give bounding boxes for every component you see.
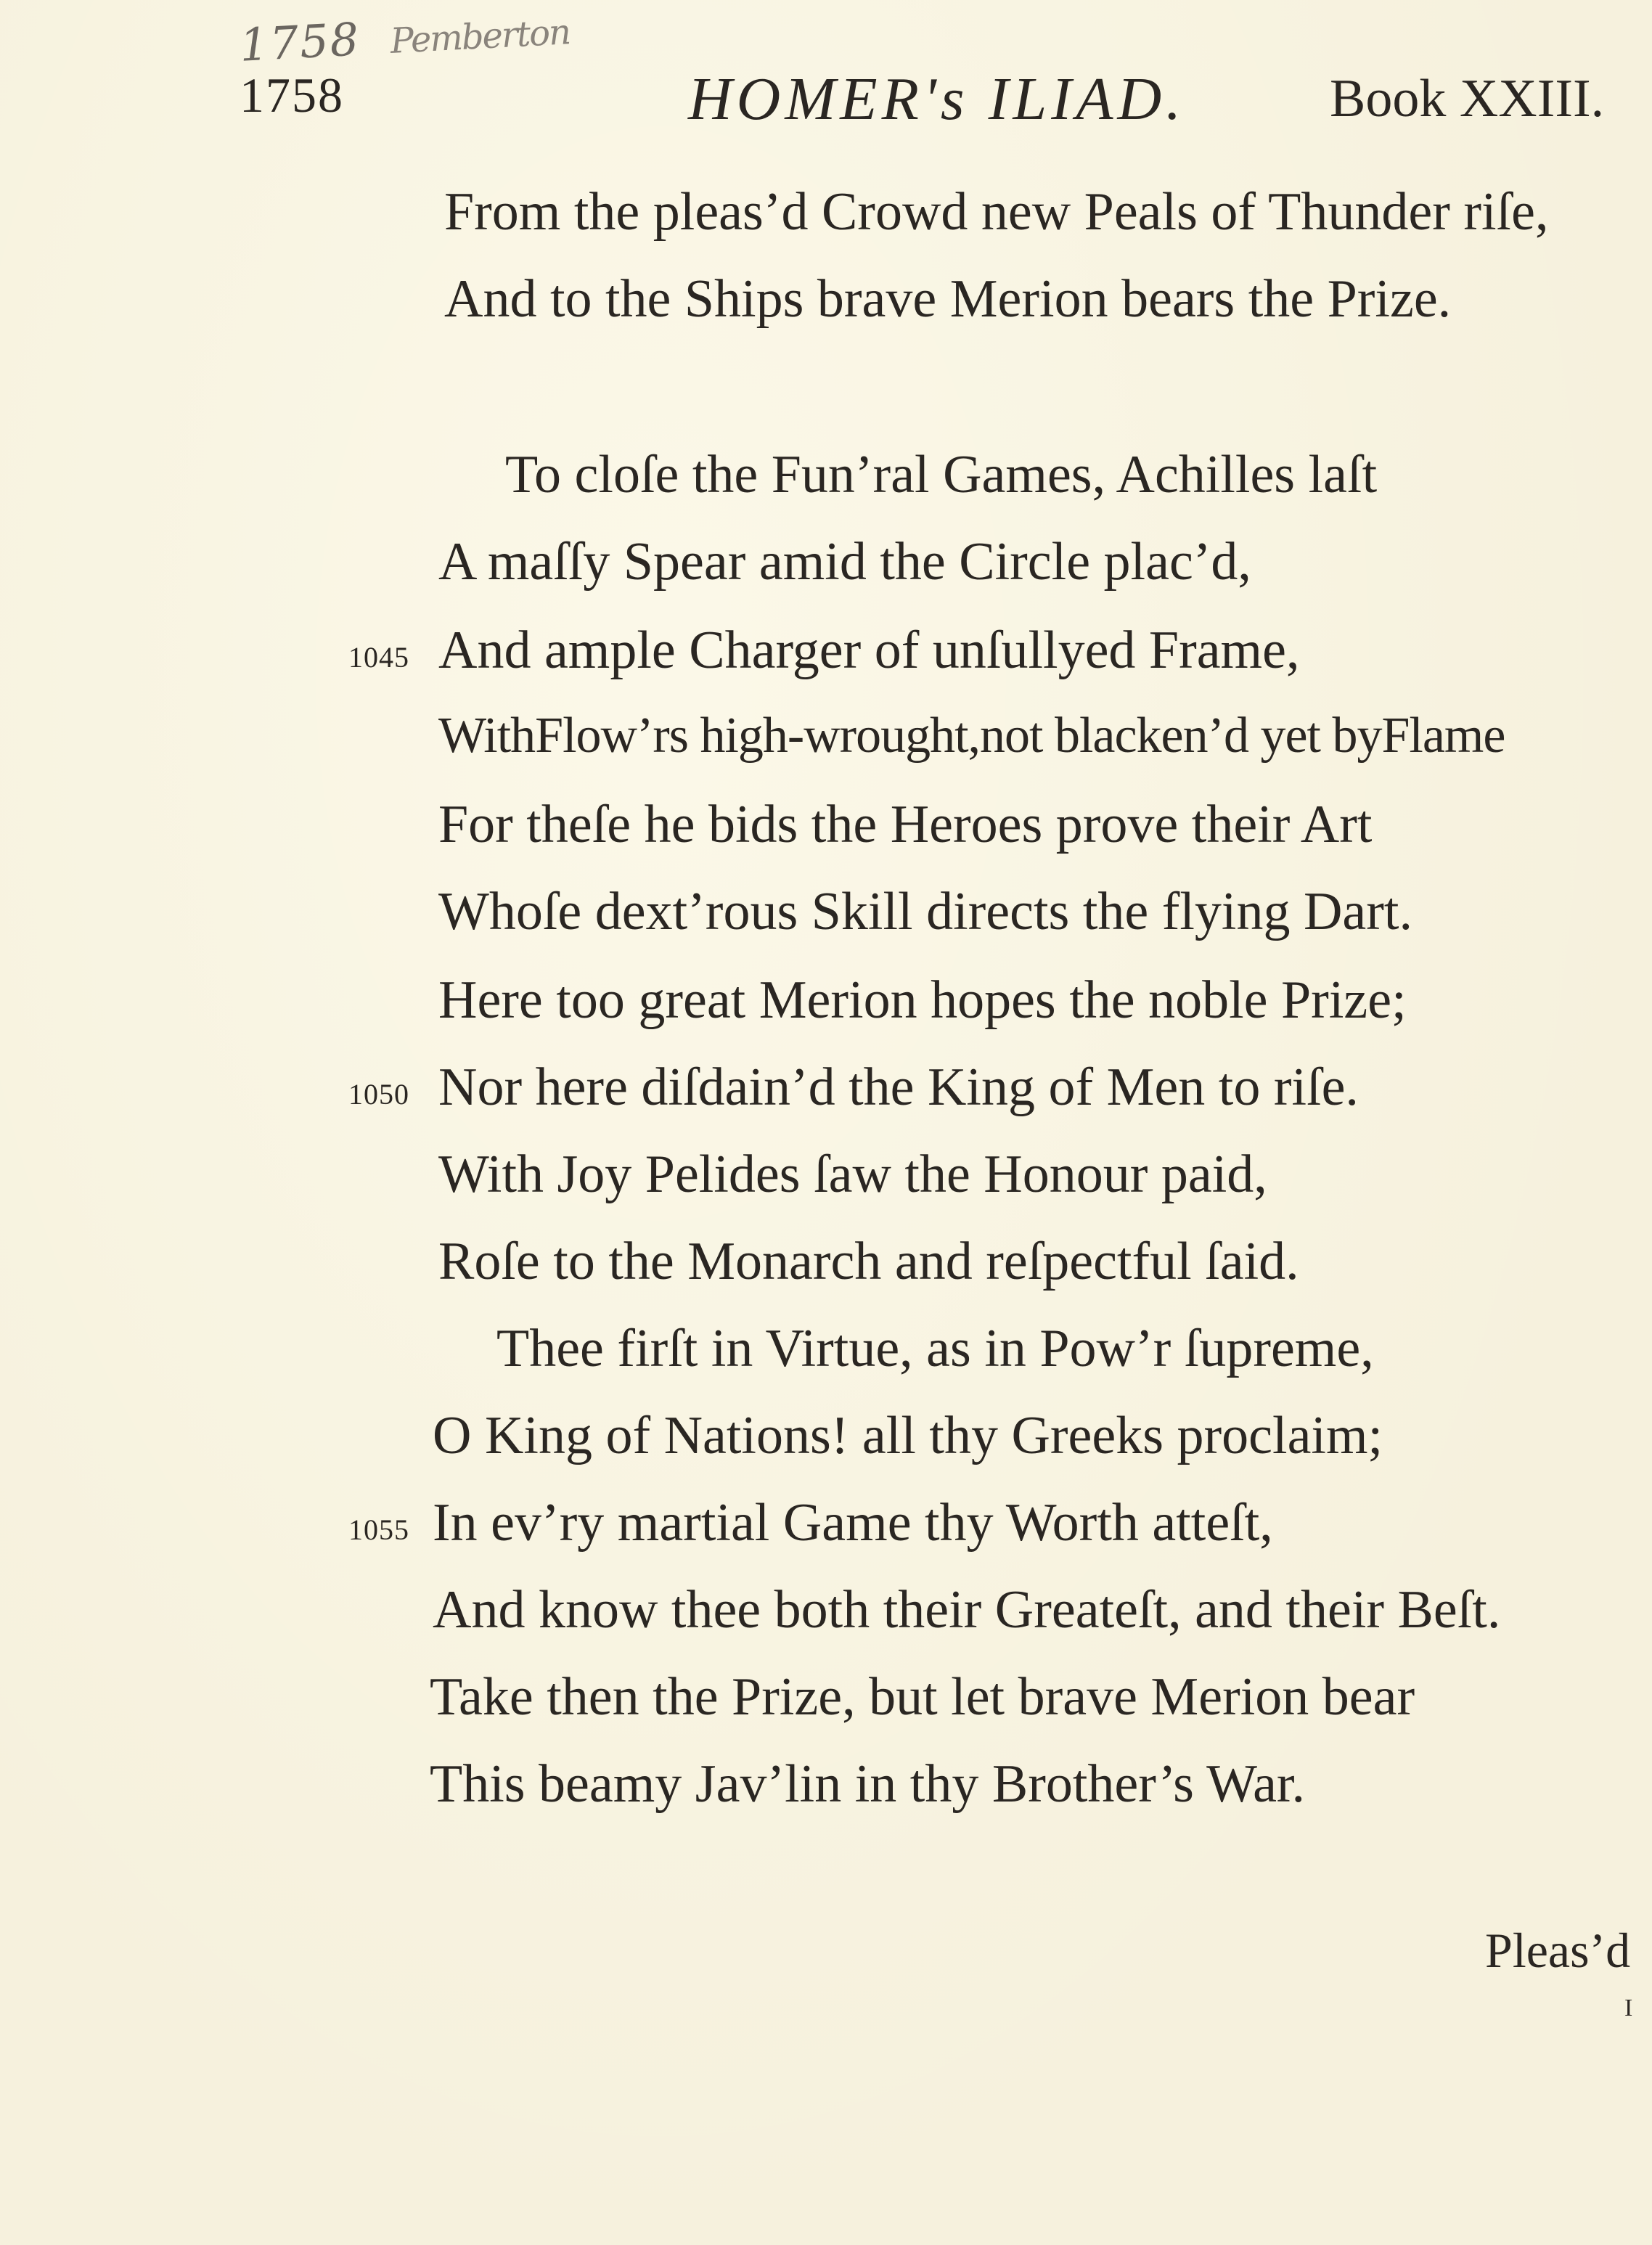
line-number: 1055	[348, 1513, 409, 1546]
verse-text: And know thee both their Greateſt, and their Beſt.	[433, 1580, 1501, 1640]
verse-line	[0, 707, 1652, 787]
verse-text: Nor here diſdain’d the King of Men to riſe.	[438, 1058, 1359, 1117]
verse-line	[0, 620, 1652, 700]
handwritten-year: 1758	[238, 12, 361, 72]
verse-line	[0, 1492, 1652, 1572]
verse-text: For theſe he bids the Heroes prove their Art	[438, 795, 1373, 854]
verse-line	[0, 970, 1652, 1050]
verse-text: And to the Ships brave Merion bears the Prize.	[444, 269, 1452, 329]
verse-line	[0, 181, 1652, 261]
header-book: Book XXIII.	[1330, 69, 1605, 128]
signature-mark: I	[1624, 1995, 1633, 2021]
verse-text: Roſe to the Monarch and reſpectful ſaid.	[438, 1232, 1299, 1291]
verse-text: This beamy Jav’lin in thy Brother’s War.	[430, 1754, 1305, 1814]
verse-text: O King of Nations! all thy Greeks proclaim;	[433, 1406, 1383, 1465]
verse-text: Here too great Merion hopes the noble Prize;	[438, 970, 1407, 1030]
line-number: 1045	[348, 641, 409, 674]
verse-text: Thee firſt in Virtue, as in Pow’r ſupreme,	[496, 1319, 1374, 1378]
verse-line	[0, 1057, 1652, 1137]
handwritten-scribble: Pemberton	[389, 12, 571, 62]
verse-text: WithFlow’rs high-wrought,not blacken’d yet byFlame	[438, 708, 1505, 764]
verse-line	[0, 1231, 1652, 1311]
verse-line	[0, 1405, 1652, 1485]
verse-text: Whoſe dext’rous Skill directs the flying Dart.	[438, 882, 1412, 941]
header-title: HOMER's ILIAD.	[688, 65, 1186, 133]
verse-line	[0, 269, 1652, 348]
running-header	[0, 51, 1652, 138]
verse-text: And ample Charger of unſullyed Frame,	[438, 621, 1300, 680]
verse-line	[0, 1318, 1652, 1398]
verse-text: In ev’ry martial Game thy Worth atteſt,	[433, 1493, 1273, 1553]
verse-line	[0, 794, 1652, 874]
verse-line	[0, 1754, 1652, 1833]
verse-line	[0, 1144, 1652, 1224]
verse-line	[0, 531, 1652, 611]
verse-line	[0, 1667, 1652, 1746]
verse-line	[0, 444, 1652, 524]
verse-text: A maſſy Spear amid the Circle plac’d,	[438, 532, 1251, 592]
catchword: Pleas’d	[1485, 1923, 1631, 1978]
verse-line	[0, 881, 1652, 961]
verse-text: With Joy Pelides ſaw the Honour paid,	[438, 1145, 1267, 1204]
line-number: 1050	[348, 1078, 409, 1111]
verse-text: From the pleas’d Crowd new Peals of Thunder riſe,	[444, 182, 1549, 242]
verse-text: Take then the Prize, but let brave Merion bear	[430, 1667, 1415, 1727]
verse-line	[0, 1579, 1652, 1659]
header-year: 1758	[240, 68, 344, 123]
verse-text: To cloſe the Fun’ral Games, Achilles laſt	[505, 445, 1378, 504]
